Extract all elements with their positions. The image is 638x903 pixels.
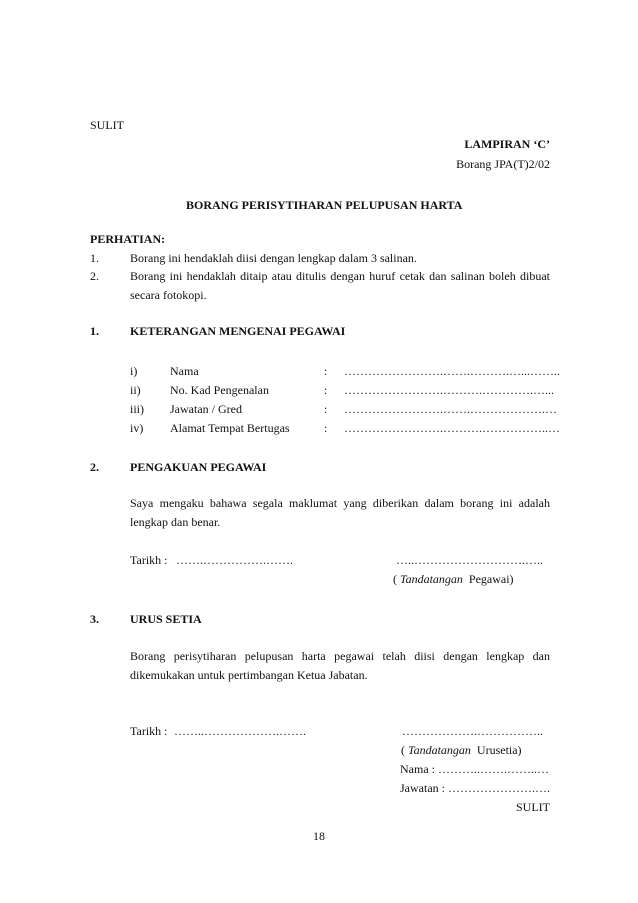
classification-top: SULIT [90,118,124,132]
row-colon: : [324,421,328,435]
annex-label: LAMPIRAN ‘C’ [464,137,550,151]
section-heading-officer-declaration: PENGAKUAN PEGAWAI [130,460,267,474]
secretariat-signature-field[interactable]: ……………….…………….. [402,724,543,738]
notice-item-text: Borang ini hendaklah diisi dengan lengkap dalam 3 salinan. [130,251,417,265]
row-label-workplace: Alamat Tempat Bertugas [170,421,290,435]
section-number: 1. [90,324,99,338]
page-title: BORANG PERISYTIHARAN PELUPUSAN HARTA [186,198,463,212]
officer-signature-caption: ( Tandatangan Pegawai) [393,572,514,586]
row-label-name: Nama [170,364,199,378]
page-number: 18 [313,829,325,843]
row-number: iii) [130,402,144,416]
secretariat-paragraph-continued: dikemukakan untuk pertimbangan Ketua Jabatan. [130,668,368,682]
notice-item-number: 1. [90,251,99,265]
name-field[interactable]: …………………….…….……….…...…….. [344,364,560,378]
secretariat-position-field[interactable]: ………………….…. [447,781,550,795]
row-colon: : [324,364,328,378]
section-heading-officer-info: KETERANGAN MENGENAI PEGAWAI [130,324,346,338]
section-number: 2. [90,460,99,474]
ic-number-field[interactable]: …………………….……….………….…... [344,383,554,397]
secretariat-position-line: Jawatan : ………………….…. [400,781,550,795]
row-label-ic-number: No. Kad Pengenalan [170,383,269,397]
declaration-paragraph: Saya mengaku bahawa segala maklumat yang diberikan dalam borang ini adalah [130,496,550,510]
position-field[interactable]: …………………….…….……………….… [344,402,557,416]
row-colon: : [324,402,328,416]
notice-item-text: Borang ini hendaklah ditaip atau ditulis dengan huruf cetak dan salinan boleh dibuat [130,269,550,283]
row-number: iv) [130,421,144,435]
officer-date-field[interactable]: …….…………….……. [176,553,293,567]
classification-bottom: SULIT [516,800,550,814]
date-label: Tarikh : [130,553,168,567]
declaration-paragraph-continued: lengkap dan benar. [130,515,221,529]
notice-item-number: 2. [90,269,99,283]
secretariat-name-line: Nama : ………..…….……..… [400,762,549,776]
secretariat-signature-caption: ( Tandatangan Urusetia) [401,743,522,757]
workplace-field[interactable]: …………………….……….……………..… [344,421,560,435]
secretariat-name-field[interactable]: ………..…….……..… [438,762,549,776]
row-label-position: Jawatan / Gred [170,402,242,416]
row-colon: : [324,383,328,397]
form-code: Borang JPA(T)2/02 [456,157,550,171]
officer-signature-field[interactable]: …..……………………….….. [396,553,543,567]
section-heading-secretariat: URUS SETIA [130,612,202,626]
date-label: Tarikh : [130,724,168,738]
section-number: 3. [90,612,99,626]
notice-item-text-continued: secara fotokopi. [130,288,207,302]
secretariat-date-field[interactable]: ……..……………….……. [174,724,306,738]
notice-heading: PERHATIAN: [90,232,166,246]
row-number: i) [130,364,138,378]
secretariat-paragraph: Borang perisytiharan pelupusan harta pegawai telah diisi dengan lengkap dan [130,649,550,663]
row-number: ii) [130,383,141,397]
